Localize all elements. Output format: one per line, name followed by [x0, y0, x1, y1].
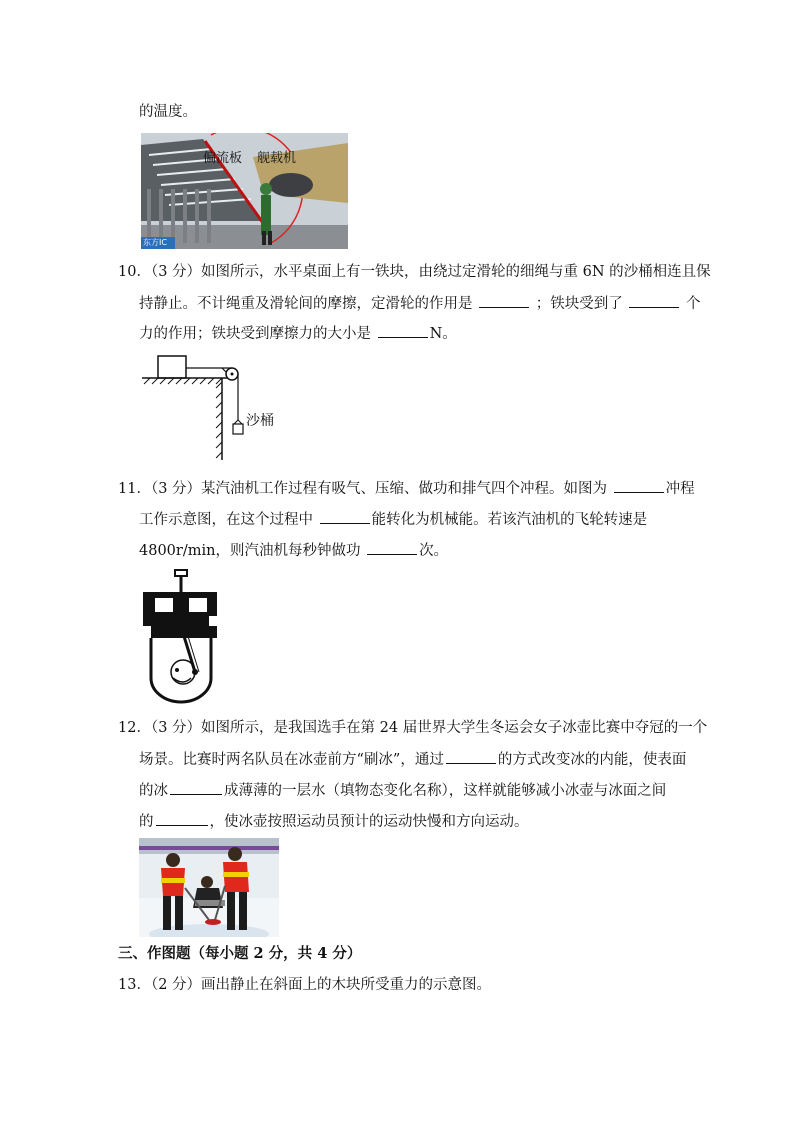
q12-line1: 12．（3 分）如图所示，是我国选手在第 24 届世界大学生冬运会女子冰壶比赛中夺冠的一个 [118, 720, 708, 736]
label-deflector: 偏流板 [203, 151, 243, 166]
q10-blank-1[interactable] [479, 293, 529, 308]
label-aircraft: 舰载机 [257, 151, 297, 166]
q12-text-b: 的方式改变冰的内能，使表面 [497, 752, 687, 768]
q11-blank-2[interactable] [320, 509, 370, 524]
figure-pulley [140, 354, 290, 462]
q12-line2 [139, 749, 686, 770]
q10-text-d: 力的作用；铁块受到摩擦力的大小是 [139, 326, 371, 342]
q11-line2 [139, 509, 647, 530]
q11-line3 [139, 540, 448, 561]
q13-text: 13．（2 分）画出静止在斜面上的木块所受重力的示意图。 [118, 977, 492, 993]
q12-text-d: 成薄薄的一层水（填物态变化名称），这样就能够减小冰壶与冰面之间 [224, 783, 667, 799]
label-sand-bucket: 沙桶 [246, 413, 274, 429]
q11-text-a: 11．（3 分）某汽油机工作过程有吸气、压缩、做功和排气四个冲程。如图为 [118, 481, 608, 497]
q10-text-a: 持静止。不计绳重及滑轮间的摩擦，定滑轮的作用是 [139, 296, 473, 312]
q12-text-c: 的冰 [139, 783, 168, 799]
watermark: 东方IC [143, 238, 167, 247]
q11-text-c: 工作示意图，在这个过程中 [139, 512, 313, 528]
q10-text-c: 个 [685, 296, 701, 312]
q10-blank-3[interactable] [378, 323, 428, 338]
q10-text-b: ；铁块受到了 [535, 296, 623, 312]
q12-blank-3[interactable] [156, 811, 208, 826]
previous-question-tail: 的温度。 [139, 104, 197, 120]
q12-text-e: 的 [139, 814, 154, 830]
q11-line1 [118, 478, 695, 499]
figure-engine-cylinder [139, 568, 221, 704]
q12-blank-2[interactable] [170, 780, 222, 795]
q10-line1: 10．（3 分）如图所示，水平桌面上有一铁块，由绕过定滑轮的细绳与重 6N 的沙桶相连且保 [118, 264, 711, 280]
q12-line4 [139, 811, 529, 832]
q11-text-f: 次。 [419, 543, 449, 559]
q10-line3 [139, 323, 457, 344]
q11-blank-3[interactable] [367, 540, 417, 555]
q10-blank-2[interactable] [629, 293, 679, 308]
figure-curling-photo [139, 838, 279, 937]
q11-text-b: 冲程 [665, 481, 695, 497]
q11-blank-1[interactable] [614, 478, 664, 493]
q10-text-e: N。 [429, 326, 457, 342]
q11-text-e: 4800r/min，则汽油机每秒钟做功 [139, 543, 361, 559]
section-3-title: 三、作图题（每小题 2 分，共 4 分） [118, 945, 362, 962]
q12-line3 [139, 780, 666, 801]
figure-carrier-deck [141, 133, 348, 249]
q12-text-a: 场景。比赛时两名队员在冰壶前方“刷冰”，通过 [139, 752, 444, 768]
q11-text-d: 能转化为机械能。若该汽油机的飞轮转速是 [371, 512, 648, 528]
q10-line2 [139, 293, 700, 314]
q12-blank-1[interactable] [446, 749, 496, 764]
q12-text-f: ，使冰壶按照运动员预计的运动快慢和方向运动。 [209, 814, 529, 830]
